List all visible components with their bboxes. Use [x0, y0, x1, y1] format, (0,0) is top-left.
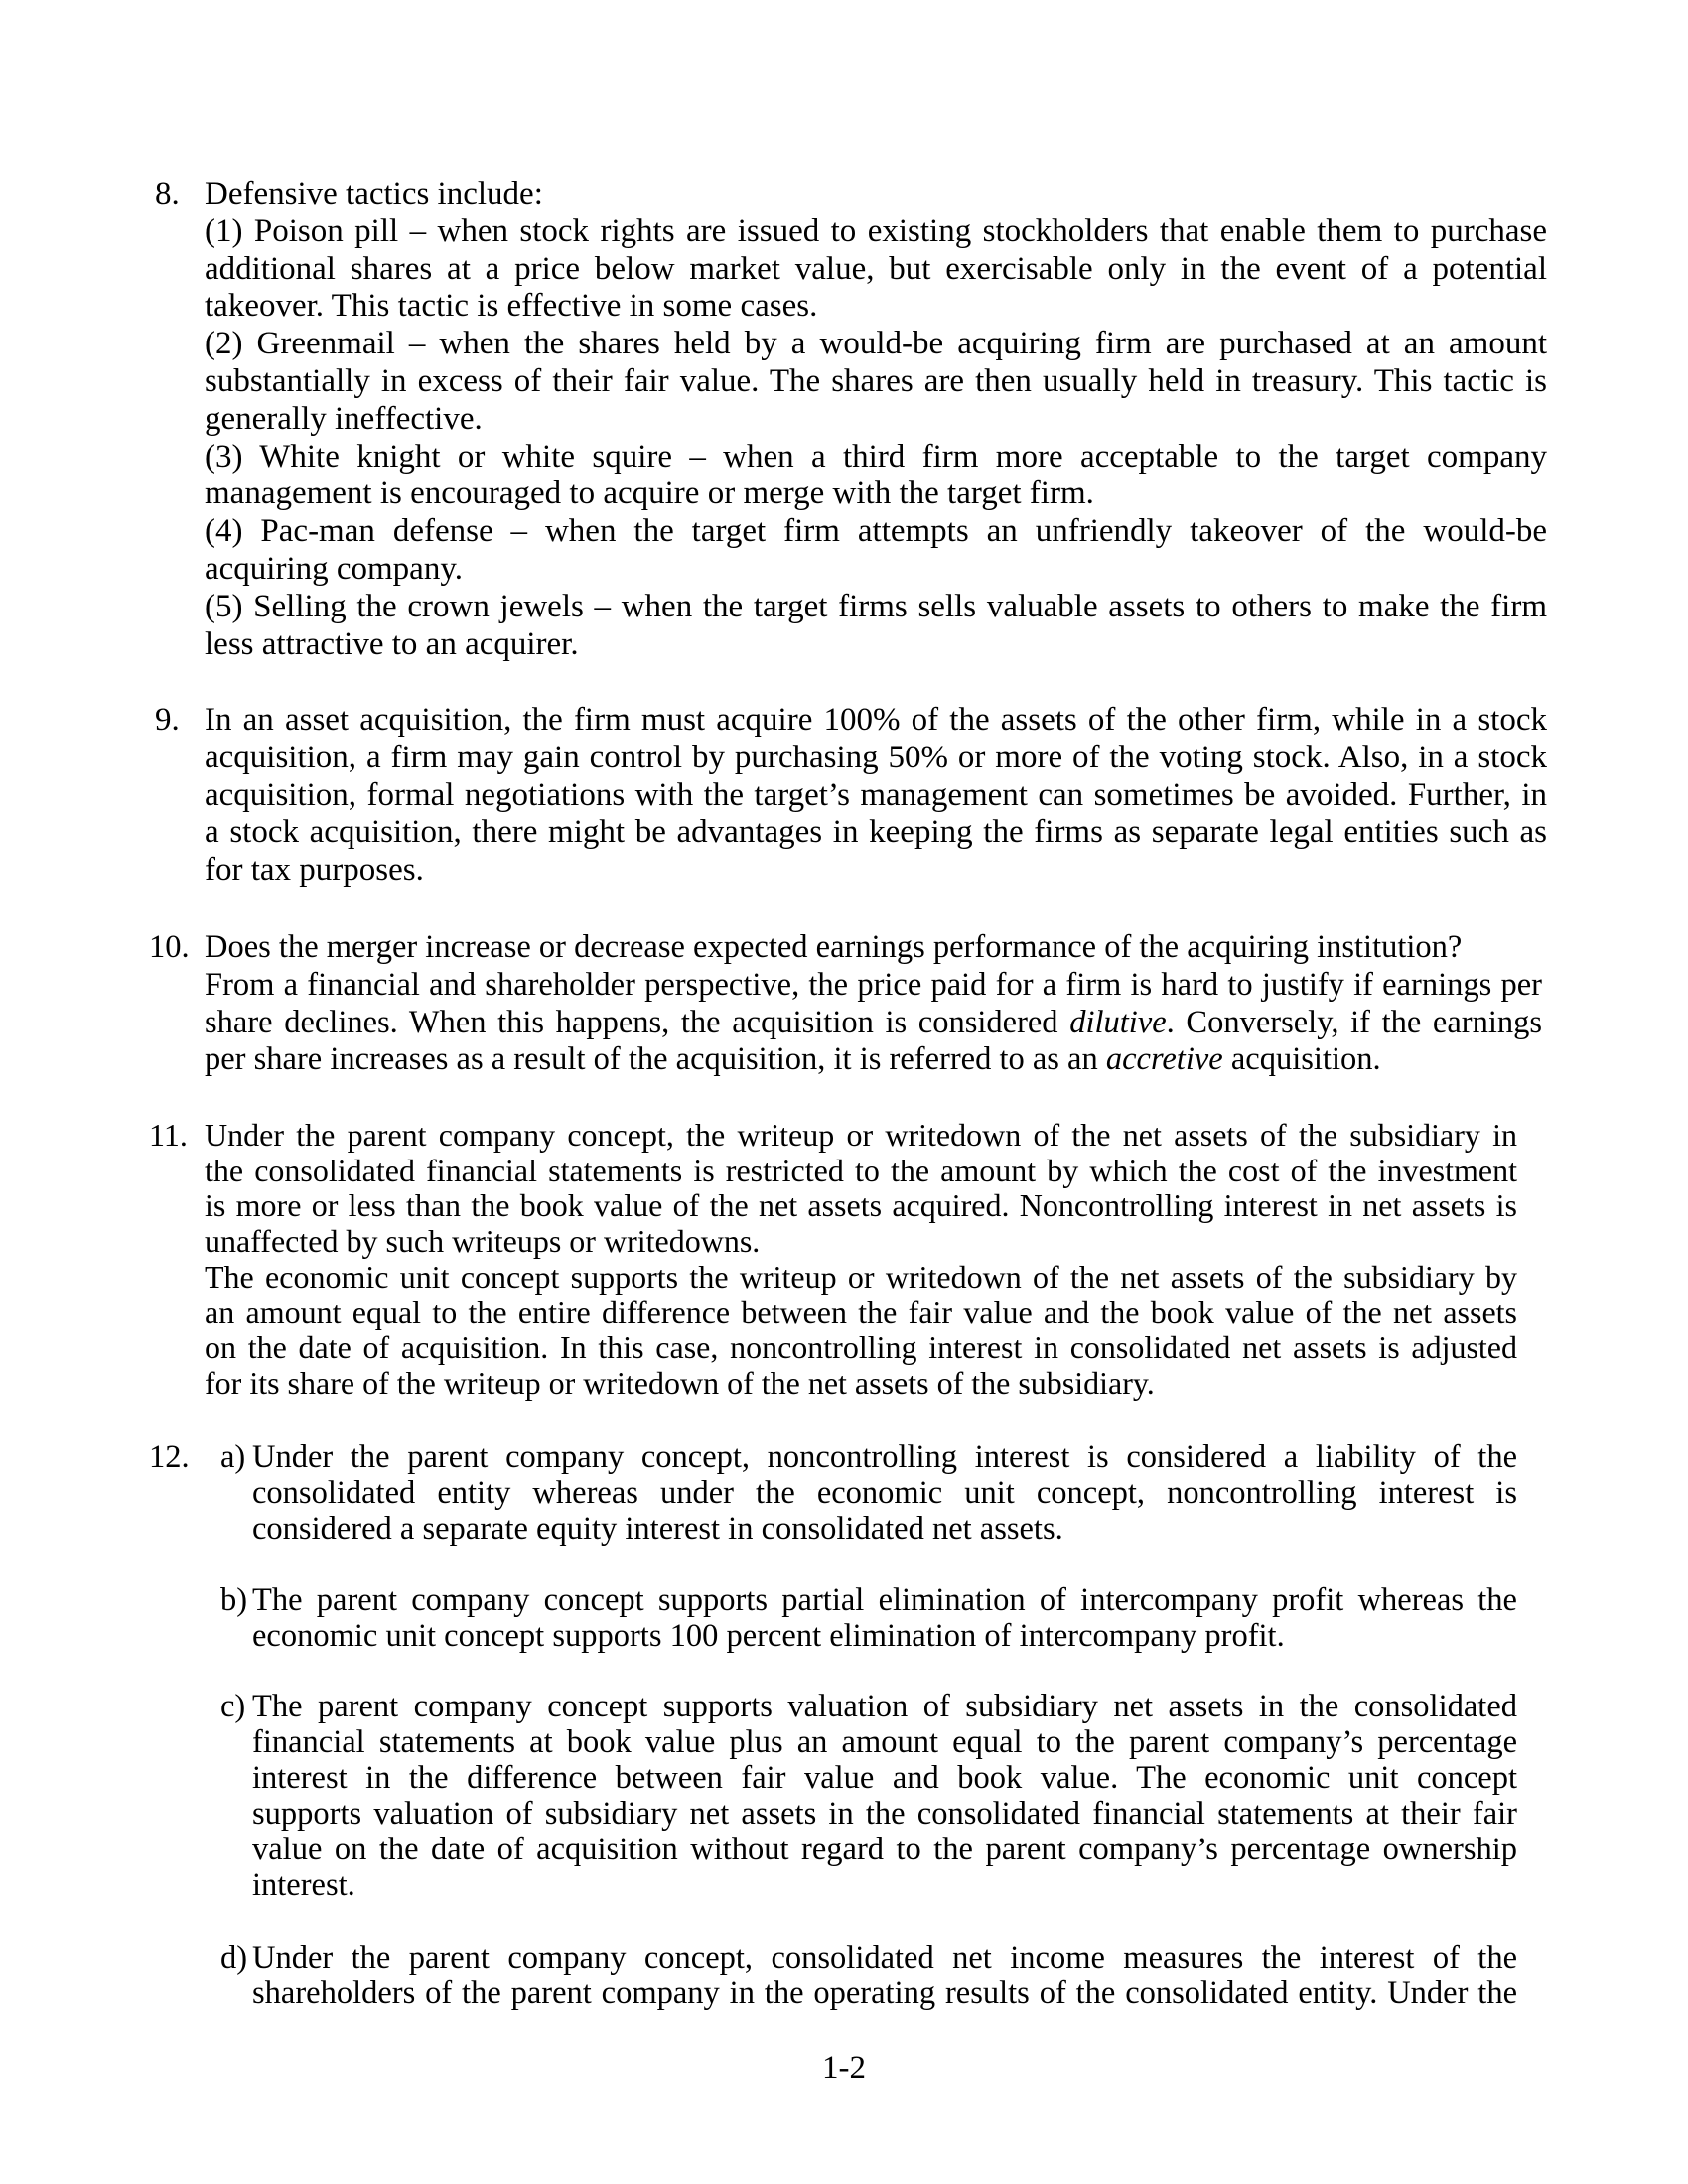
text-line [205, 1005, 1542, 1042]
text-line: From a financial and shareholder perspective, the price paid for a firm is hard to justify if earnings per [205, 966, 1542, 1003]
text-line: The economic unit concept supports the writeup or writedown of the net assets of the subsidiary by [205, 1258, 1517, 1295]
text-line [205, 1041, 1542, 1079]
text-line: financial statements at book value plus an amount equal to the parent company’s percentage [252, 1724, 1517, 1760]
text-line: The parent company concept supports valuation of subsidiary net assets in the consolidated [252, 1689, 1517, 1724]
text-line: Under the parent company concept, noncontrolling interest is considered a liability of the [252, 1439, 1517, 1475]
item-number: 9. [155, 702, 180, 738]
text-line: In an asset acquisition, the firm must acquire 100% of the assets of the other firm, while in a stock [205, 702, 1547, 738]
text-line: considered a separate equity interest in consolidated net assets. [252, 1511, 1063, 1547]
text-line: less attractive to an acquirer. [205, 625, 579, 662]
text-line: supports valuation of subsidiary net assets in the consolidated financial statements at their fair [252, 1796, 1517, 1832]
text-segment: per share increases as a result of the acquisition, it is referred to as an [205, 1041, 1106, 1078]
text-line: management is encouraged to acquire or merge with the target firm. [205, 476, 1094, 512]
text-line: is more or less than the book value of the net assets acquired. Noncontrolling interest in net assets is [205, 1187, 1517, 1224]
item-12-part-b [252, 1582, 1517, 1654]
text-line: acquisition, formal negotiations with the target’s management can sometimes be avoided. Further, in [205, 776, 1547, 813]
subitem-label: d) [220, 1940, 248, 1976]
text-line: consolidated entity whereas under the economic unit concept, noncontrolling interest is [252, 1475, 1517, 1511]
text-line: generally ineffective. [205, 400, 483, 437]
text-segment: share declines. When this happens, the acquisition is considered [205, 1004, 1070, 1040]
subitem-label: b) [220, 1582, 248, 1618]
subitem-label: a) [220, 1439, 246, 1475]
text-line: value on the date of acquisition without regard to the parent company’s percentage ownership [252, 1832, 1517, 1867]
text-line: substantially in excess of their fair value. The shares are then usually held in treasury. This tactic is [205, 362, 1547, 399]
page-number: 1-2 [822, 2050, 866, 2086]
text-line: (5) Selling the crown jewels – when the target firms sells valuable assets to others to make the firm [205, 588, 1547, 624]
text-line: (4) Pac-man defense – when the target firm attempts an unfriendly takeover of the would-be [205, 513, 1547, 550]
text-line: a stock acquisition, there might be advantages in keeping the firms as separate legal entities such as [205, 814, 1547, 851]
text-line: additional shares at a price below market value, but exercisable only in the event of a potential [205, 250, 1547, 287]
item-number: 11. [149, 1117, 188, 1153]
italic-term: accretive [1105, 1041, 1223, 1078]
item-12-part-a [252, 1439, 1517, 1547]
text-line: for tax purposes. [205, 852, 424, 888]
item-number: 10. [149, 929, 190, 965]
text-line: The parent company concept supports partial elimination of intercompany profit whereas the [252, 1582, 1517, 1618]
item-number: 12. [149, 1439, 190, 1475]
item-12-part-d [252, 1940, 1517, 2011]
text-line: (2) Greenmail – when the shares held by a would-be acquiring firm are purchased at an amount [205, 326, 1547, 362]
item-12-part-c [252, 1689, 1517, 1903]
italic-term: dilutive [1069, 1004, 1167, 1040]
text-line: Under the parent company concept, consolidated net income measures the interest of the [252, 1940, 1517, 1976]
text-segment: acquisition. [1222, 1041, 1381, 1078]
text-line: Defensive tactics include: [205, 176, 543, 211]
text-line: interest. [252, 1867, 355, 1903]
item-9-text [205, 702, 1547, 889]
text-line: Under the parent company concept, the writeup or writedown of the net assets of the subsidiary in [205, 1117, 1517, 1153]
text-line: the consolidated financial statements is restricted to the amount by which the cost of the investment [205, 1152, 1517, 1188]
text-line: on the date of acquisition. In this case, noncontrolling interest in consolidated net assets is adjusted [205, 1329, 1517, 1366]
text-line: takeover. This tactic is effective in some cases. [205, 288, 818, 325]
subitem-label: c) [220, 1689, 246, 1724]
text-line: Does the merger increase or decrease expected earnings performance of the acquiring institution? [205, 929, 1463, 965]
text-line: (3) White knight or white squire – when a third firm more acceptable to the target company [205, 438, 1547, 475]
text-line: an amount equal to the entire difference between the fair value and the book value of the net assets [205, 1294, 1517, 1330]
text-line: acquiring company. [205, 550, 463, 587]
item-number: 8. [155, 176, 180, 211]
text-line: (1) Poison pill – when stock rights are issued to existing stockholders that enable them to purchase [205, 212, 1547, 249]
text-line: for its share of the writeup or writedown of the net assets of the subsidiary. [205, 1364, 1155, 1401]
text-line: interest in the difference between fair value and book value. The economic unit concept [252, 1760, 1517, 1796]
text-segment: . Conversely, if the earnings [1166, 1004, 1543, 1040]
text-line: unaffected by such writeups or writedowns. [205, 1223, 761, 1260]
item-10-text [205, 929, 1542, 1079]
item-8-text [205, 176, 1547, 663]
item-11-text [205, 1118, 1517, 1402]
text-line: acquisition, a firm may gain control by purchasing 50% or more of the voting stock. Also, in a stock [205, 739, 1547, 775]
text-line: shareholders of the parent company in the operating results of the consolidated entity. Under the [252, 1976, 1517, 2011]
text-line: economic unit concept supports 100 percent elimination of intercompany profit. [252, 1618, 1285, 1654]
